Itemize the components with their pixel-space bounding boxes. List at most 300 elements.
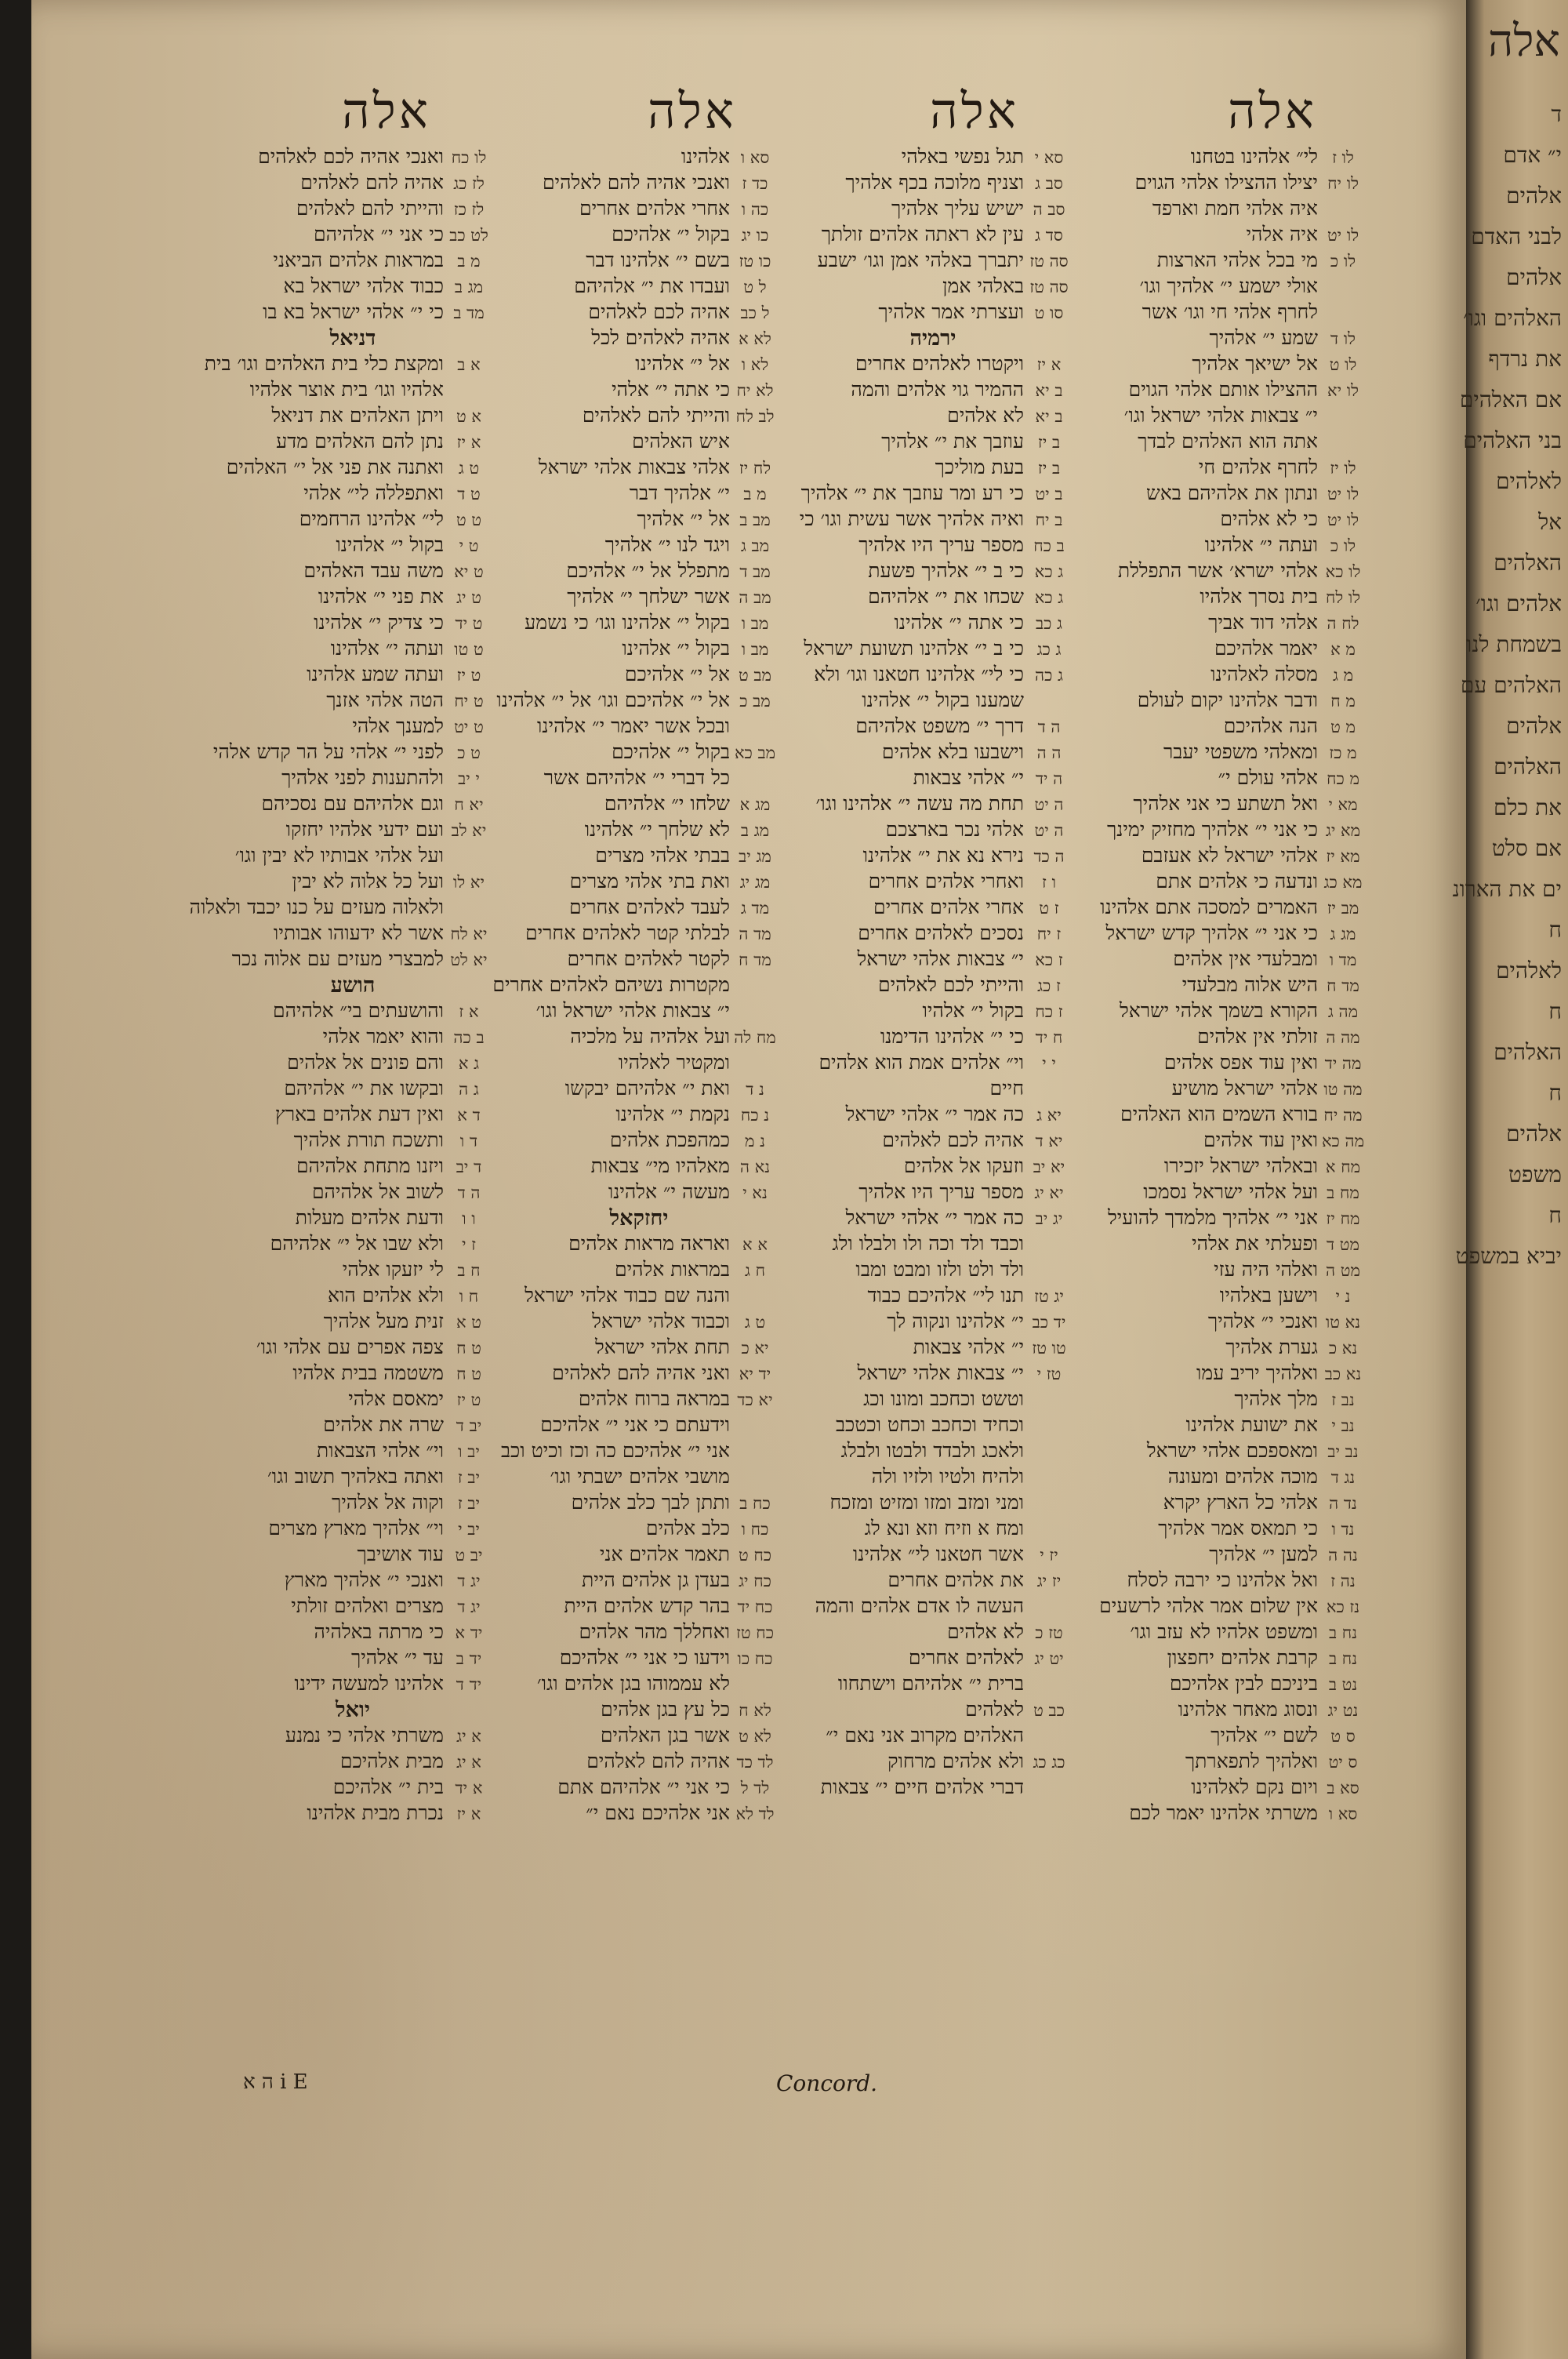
entry-text: מוכה אלהים ומעונה xyxy=(1167,1465,1318,1488)
entry-text: והייתי להם לאלהים xyxy=(296,197,444,220)
adjacent-page-line: י״ אדם xyxy=(1503,142,1562,168)
verse-reference: לו יז xyxy=(1330,459,1356,478)
concordance-entry xyxy=(212,430,494,456)
verse-reference: ג כא xyxy=(1034,588,1064,607)
verse-reference: לו כ xyxy=(1330,252,1356,271)
verse-reference: מב ב xyxy=(739,511,771,529)
verse-reference: ו ז xyxy=(1042,873,1056,892)
column-header-1: אלה xyxy=(1228,82,1317,140)
verse-reference: יב ז xyxy=(457,1468,481,1487)
verse-reference: נט ב xyxy=(1328,1675,1358,1694)
entry-text: אלהי ישראל לא אעזבם xyxy=(1141,844,1318,867)
entry-text: למענך אלהי xyxy=(352,714,444,737)
concordance-entry xyxy=(792,1465,1074,1491)
verse-reference: ח ו xyxy=(459,1287,479,1306)
entry-text: אחרי אלהים אחרים xyxy=(873,896,1024,918)
entry-text: אתה הוא האלהים לבדך xyxy=(1138,430,1318,453)
verse-reference: סד ג xyxy=(1035,226,1063,245)
verse-reference: ז כג xyxy=(1037,976,1061,995)
verse-reference: מב ד xyxy=(739,562,771,581)
concordance-entry xyxy=(212,1051,494,1077)
concordance-entry xyxy=(212,818,494,844)
concordance-entry xyxy=(1086,533,1368,559)
concordance-entry xyxy=(212,1672,494,1698)
entry-text: וטשט וכחכב ומונו וכג xyxy=(863,1387,1024,1410)
entry-text: וכבוד אלהי ישראל xyxy=(592,1310,730,1332)
concordance-entry xyxy=(498,1646,780,1672)
entry-text: אלהי נכר בארצכם xyxy=(885,818,1024,841)
concordance-entry xyxy=(498,844,780,870)
entry-text: אהיה להם לאלהים xyxy=(300,171,444,194)
book-heading xyxy=(212,1698,494,1724)
verse-reference: יד ב xyxy=(456,1649,482,1668)
entry-text: במראה ברוח אלהים xyxy=(578,1387,730,1410)
entry-text: איה אלהי חמת וארפד xyxy=(1152,197,1318,220)
verse-reference: מג ב xyxy=(740,821,770,840)
entry-text: ובאלהי ישראל יזכירו xyxy=(1163,1154,1318,1177)
concordance-entry xyxy=(212,1594,494,1620)
concordance-entry xyxy=(1086,1620,1368,1646)
concordance-entry xyxy=(792,1103,1074,1129)
verse-reference: ה יט xyxy=(1034,821,1064,840)
verse-reference: ט טו xyxy=(454,640,484,659)
verse-reference: יז י xyxy=(1040,1546,1058,1565)
concordance-entry xyxy=(498,637,780,663)
entry-text: לא אלהים xyxy=(947,404,1024,427)
entry-text: בקול י״ אלהינו xyxy=(336,533,444,556)
concordance-entry xyxy=(212,585,494,611)
concordance-entry xyxy=(498,663,780,689)
verse-reference: נא ה xyxy=(739,1158,771,1176)
adjacent-page-line: את נרדף xyxy=(1488,346,1562,372)
entry-text: חיים xyxy=(989,1077,1024,1100)
concordance-entry xyxy=(212,1103,494,1129)
concordance-entry xyxy=(212,1310,494,1336)
entry-text: ועתה שמע אלהינו xyxy=(307,663,444,685)
verse-reference: לא ו xyxy=(741,355,769,374)
entry-text: ונדעה כי אלהים אתם xyxy=(1156,870,1318,892)
verse-reference: נג ד xyxy=(1330,1468,1356,1487)
entry-text: תגל נפשי באלהי xyxy=(901,145,1024,168)
adjacent-page-line: אלהים xyxy=(1506,264,1562,290)
entry-text: ועל אלהיה על מלכיה xyxy=(570,1025,730,1048)
entry-text: וכחיד וכחכב וכחט וכטכב xyxy=(835,1413,1024,1436)
entry-text: במראות אלהים הביאני xyxy=(273,249,444,271)
verse-reference: ט יא xyxy=(454,562,484,581)
entry-text: מי בכל אלהי הארצות xyxy=(1156,249,1318,271)
entry-text: בקול י״ אלהיכם xyxy=(612,740,730,763)
verse-reference: מב ו xyxy=(741,614,769,633)
entry-text: זנית מעל אלהיך xyxy=(323,1310,444,1332)
concordance-entry xyxy=(792,1154,1074,1180)
entry-text: קרבת אלהים יחפצון xyxy=(1167,1646,1318,1669)
entry-text: נקמת י״ אלהינו xyxy=(615,1103,730,1125)
entry-text: ועתה י״ אלהינו xyxy=(330,637,444,660)
verse-reference: א יז xyxy=(456,1805,481,1823)
entry-text: תאמר אלהים אני xyxy=(599,1543,730,1565)
concordance-entry xyxy=(212,766,494,792)
entry-text: האלהים מקרוב אני נאם י״ xyxy=(826,1724,1024,1747)
adjacent-page-line: ח xyxy=(1548,998,1562,1024)
verse-reference: ג ה xyxy=(459,1080,479,1099)
entry-text: כבוד אלהי ישראל בא xyxy=(283,274,444,297)
entry-text: והייתי להם לאלהים xyxy=(582,404,730,427)
concordance-entry xyxy=(792,1491,1074,1517)
concordance-entry xyxy=(792,870,1074,896)
entry-text: כי אני י״ אלהיך קדש ישראל xyxy=(1105,921,1318,944)
entry-text: אל י״ אלהיכם xyxy=(624,663,730,685)
verse-reference: ה ה xyxy=(1036,743,1062,762)
verse-reference: מה ה xyxy=(1326,1028,1360,1047)
verse-reference: ה כד xyxy=(1033,847,1065,866)
adjacent-page-line: ח xyxy=(1548,1202,1562,1228)
concordance-entry xyxy=(498,740,780,766)
entry-text: בקול י״ אלהיכם xyxy=(612,223,730,245)
verse-reference: מב כא xyxy=(734,743,776,762)
verse-reference: ב כח xyxy=(1033,536,1065,555)
verse-reference: יד א xyxy=(455,1623,483,1642)
concordance-entry xyxy=(1086,1206,1368,1232)
verse-reference: מב ו xyxy=(741,640,769,659)
entry-text: בשם י״ אלהינו דבר xyxy=(586,249,730,271)
entry-text: כי אני י״ אלהיך מחזיק ימינך xyxy=(1106,818,1318,841)
entry-text: אהיה להם לאלהים xyxy=(586,1750,730,1772)
verse-reference: מ א xyxy=(1330,640,1356,659)
concordance-entry xyxy=(498,171,780,197)
concordance-entry xyxy=(1086,1439,1368,1465)
entry-text: אשר חטאנו לי״ אלהינו xyxy=(852,1543,1024,1565)
column-3 xyxy=(492,145,780,2082)
verse-reference: מג א xyxy=(739,795,771,814)
concordance-entry xyxy=(792,482,1074,507)
concordance-entry xyxy=(498,145,780,171)
concordance-entry xyxy=(212,1387,494,1413)
entry-text: ואלהי היה עזי xyxy=(1214,1258,1318,1281)
verse-reference: מ ח xyxy=(1330,692,1356,711)
entry-text: האמרים למסכה אתם אלהינו xyxy=(1100,896,1318,918)
adjacent-page-line: את כלם xyxy=(1493,794,1562,820)
concordance-entry xyxy=(792,1620,1074,1646)
verse-reference: ד יב xyxy=(456,1158,482,1176)
verse-reference: יא לב xyxy=(451,821,487,840)
verse-reference: ז יח xyxy=(1036,925,1062,943)
concordance-entry xyxy=(498,1491,780,1517)
verse-reference: מה יח xyxy=(1323,1106,1363,1125)
entry-text: אהיה לכם לאלהים xyxy=(588,300,730,323)
entry-text: ולאלוה מעזים על כנו יכבד ולאלוה xyxy=(189,896,444,918)
entry-text: אהיה לאלהים לכל xyxy=(591,326,730,349)
concordance-entry xyxy=(498,1387,780,1413)
entry-text: י״ צבאות אלהי ישראל וגו׳ xyxy=(535,999,730,1022)
entry-text: משה עבד האלהים xyxy=(303,559,444,582)
verse-reference: לד לא xyxy=(735,1805,775,1823)
entry-text: היש אלוה מבלעדי xyxy=(1181,973,1318,996)
entry-text: משטמה בבית אלהיו xyxy=(292,1361,444,1384)
concordance-entry xyxy=(212,533,494,559)
concordance-entry xyxy=(212,637,494,663)
verse-reference: מה טו xyxy=(1323,1080,1363,1099)
entry-text: וי״ אלהיך מארץ מצרים xyxy=(268,1517,444,1539)
entry-text: כל דברי י״ אלהיהם אשר xyxy=(543,766,730,789)
entry-text: ומבלעדי אין אלהים xyxy=(1173,947,1318,970)
concordance-entry xyxy=(498,1776,780,1801)
entry-text: אל י״ אלהינו xyxy=(635,352,730,375)
verse-reference: ל כב xyxy=(740,304,770,322)
entry-text: אין שלום אמר אלהי לרשעים xyxy=(1099,1594,1318,1617)
entry-text: ואחרי אלהים אחרים xyxy=(868,870,1024,892)
entry-text: יאמר אלהיכם xyxy=(1214,637,1318,660)
verse-reference: מא יג xyxy=(1325,821,1361,840)
book-heading xyxy=(792,326,1074,352)
adjacent-page-line: משפט xyxy=(1508,1161,1562,1187)
concordance-entry xyxy=(792,507,1074,533)
entry-text: דברי אלהים חיים י״ צבאות xyxy=(820,1776,1024,1798)
verse-reference: נה ז xyxy=(1330,1572,1356,1590)
concordance-entry xyxy=(212,1154,494,1180)
concordance-entry xyxy=(792,456,1074,482)
entry-text: ולא שבו אל י״ אלהיהם xyxy=(270,1232,444,1255)
concordance-entry xyxy=(498,533,780,559)
adjacent-page-line: אלהים xyxy=(1506,713,1562,739)
concordance-entry xyxy=(792,352,1074,378)
concordance-entry xyxy=(498,585,780,611)
verse-reference: ח ג xyxy=(744,1261,766,1280)
catchword: Concord. xyxy=(776,2070,878,2096)
concordance-entry xyxy=(212,1025,494,1051)
entry-text: שלחו י״ אלהיהם xyxy=(604,792,730,815)
verse-reference: ט ג xyxy=(744,1313,766,1332)
entry-text: כי רע ומר עוזבך את י״ אלהיך xyxy=(800,482,1024,504)
verse-reference: מח א xyxy=(1325,1158,1361,1176)
concordance-entry xyxy=(1086,378,1368,404)
concordance-entry xyxy=(792,766,1074,792)
entry-text: מאלהיו מי״ צבאות xyxy=(590,1154,730,1177)
concordance-entry xyxy=(1086,714,1368,740)
entry-text: ההצילו אותם אלהי הגוים xyxy=(1128,378,1318,401)
verse-reference: יד ד xyxy=(456,1675,482,1694)
entry-text: הקורא בשמך אלהי ישראל xyxy=(1120,999,1318,1022)
adjacent-page-line: אם האלהים xyxy=(1459,387,1562,413)
verse-reference: מד ב xyxy=(453,304,485,322)
concordance-entry xyxy=(1086,456,1368,482)
concordance-entry xyxy=(792,792,1074,818)
verse-reference: נ י xyxy=(1335,1287,1351,1306)
verse-reference: מד ג xyxy=(740,899,770,918)
verse-reference: כח ב xyxy=(739,1494,771,1513)
adjacent-page-text xyxy=(1452,94,1562,1277)
verse-reference: יט יג xyxy=(1034,1649,1064,1668)
verse-reference: כו טז xyxy=(739,252,771,271)
entry-text: הושע xyxy=(330,973,376,998)
signature-mark: ה א i E xyxy=(243,2070,308,2094)
verse-reference: ב יח xyxy=(1035,511,1063,529)
verse-reference: נח ב xyxy=(1328,1623,1358,1642)
verse-reference: מג יב xyxy=(739,847,771,866)
concordance-entry xyxy=(1086,274,1368,300)
verse-reference: מ כח xyxy=(1327,769,1359,788)
verse-reference: לז כג xyxy=(453,174,485,193)
concordance-entry xyxy=(792,818,1074,844)
concordance-entry xyxy=(792,1077,1074,1103)
concordance-entry xyxy=(498,689,780,714)
concordance-entry xyxy=(1086,947,1368,973)
entry-text: אלהי עולם י״ xyxy=(1218,766,1318,789)
adjacent-page-line: בני האלהים xyxy=(1463,427,1562,453)
entry-text: דניאל xyxy=(329,326,376,351)
concordance-entry xyxy=(212,404,494,430)
concordance-entry xyxy=(792,1258,1074,1284)
verse-reference: מד ה xyxy=(739,925,771,943)
verse-reference: מ ב xyxy=(457,252,481,271)
concordance-entry xyxy=(212,1517,494,1543)
concordance-entry xyxy=(1086,1698,1368,1724)
entry-text: כמהפכת אלהים xyxy=(609,1129,730,1151)
concordance-entry xyxy=(792,1517,1074,1543)
entry-text: את פני י״ אלהינו xyxy=(318,585,444,608)
verse-reference: נא י xyxy=(742,1183,768,1202)
verse-reference: נ כח xyxy=(740,1106,770,1125)
entry-text: י״ אלהינו ונקוה לך xyxy=(887,1310,1024,1332)
verse-reference: נה ה xyxy=(1328,1546,1358,1565)
verse-reference: ו ו xyxy=(462,1209,476,1228)
column-header-4: אלה xyxy=(342,82,431,140)
verse-reference: מ ב xyxy=(743,485,767,503)
concordance-entry xyxy=(212,1284,494,1310)
entry-text: ואתפללה לי״ אלהי xyxy=(303,482,444,504)
entry-text: בהר קדש אלהים היית xyxy=(564,1594,730,1617)
concordance-entry xyxy=(1086,1154,1368,1180)
verse-reference: ט יג xyxy=(456,588,481,607)
verse-reference: א יז xyxy=(456,433,481,452)
entry-text: כי לא אלהים xyxy=(1220,507,1318,530)
entry-text: ואחללך מהר אלהים xyxy=(579,1620,730,1643)
verse-reference: ט יט xyxy=(454,718,484,736)
concordance-entry xyxy=(1086,1258,1368,1284)
entry-text: י״ אלהי צבאות xyxy=(913,766,1024,789)
concordance-entry xyxy=(498,766,780,792)
concordance-entry xyxy=(792,300,1074,326)
concordance-entry xyxy=(498,1517,780,1543)
concordance-entry xyxy=(212,1646,494,1672)
entry-text: לאלהים xyxy=(965,1698,1024,1721)
verse-reference: מה יד xyxy=(1324,1054,1362,1073)
entry-text: ותתן לבך כלב אלהים xyxy=(571,1491,730,1514)
concordance-entry xyxy=(792,1284,1074,1310)
verse-reference: ט כ xyxy=(457,743,481,762)
verse-reference: סא ב xyxy=(1327,1779,1359,1797)
verse-reference: ג כה xyxy=(1035,666,1063,685)
entry-text: ולהיח ולטיו ולזיו ולה xyxy=(871,1465,1024,1488)
concordance-entry xyxy=(792,1025,1074,1051)
book-heading xyxy=(212,973,494,999)
concordance-entry xyxy=(212,1776,494,1801)
entry-text: ויום נקם לאלהינו xyxy=(1191,1776,1318,1798)
verse-reference: ב יז xyxy=(1037,433,1061,452)
concordance-entry xyxy=(498,326,780,352)
concordance-entry xyxy=(792,1413,1074,1439)
entry-text: למען י״ אלהיך xyxy=(1209,1543,1318,1565)
concordance-entry xyxy=(204,352,494,378)
verse-reference: לח ה xyxy=(1327,614,1359,633)
entry-text: ויתן האלהים את דניאל xyxy=(271,404,444,427)
verse-reference: לא יח xyxy=(736,381,774,400)
concordance-entry xyxy=(498,1232,780,1258)
concordance-entry xyxy=(498,430,780,456)
entry-text: כה אמר י״ אלהי ישראל xyxy=(845,1206,1024,1229)
verse-reference: יג יב xyxy=(1035,1209,1063,1228)
concordance-entry xyxy=(792,1776,1074,1801)
verse-reference: נד ה xyxy=(1329,1494,1357,1513)
verse-reference: ב יא xyxy=(1035,407,1063,426)
verse-reference: לו יט xyxy=(1327,511,1359,529)
concordance-entry xyxy=(498,249,780,274)
verse-reference: ג כב xyxy=(1036,614,1062,633)
verse-reference: מד ו xyxy=(1329,951,1357,969)
entry-text: יצילו ההצילו אלהי הגוים xyxy=(1134,171,1318,194)
concordance-entry xyxy=(1086,1129,1368,1154)
concordance-entry xyxy=(792,1646,1074,1672)
verse-reference: ט יח xyxy=(454,692,484,711)
concordance-entry xyxy=(1086,663,1368,689)
concordance-entry xyxy=(498,352,780,378)
entry-text: מלך אלהיך xyxy=(1234,1387,1318,1410)
verse-reference: ד ו xyxy=(459,1132,478,1150)
concordance-entry xyxy=(498,1724,780,1750)
concordance-entry xyxy=(1086,1646,1368,1672)
entry-text: אשר בגן האלהים xyxy=(600,1724,730,1747)
entry-text: איש האלהים xyxy=(632,430,730,453)
concordance-entry xyxy=(212,1465,494,1491)
concordance-entry xyxy=(1086,300,1368,326)
verse-reference: ד א xyxy=(457,1106,481,1125)
concordance-entry xyxy=(1086,1361,1368,1387)
verse-reference: יא ד xyxy=(1035,1132,1063,1150)
concordance-entry xyxy=(1086,766,1368,792)
concordance-entry xyxy=(792,404,1074,430)
verse-reference: ט יד xyxy=(455,614,483,633)
verse-reference: ח ב xyxy=(457,1261,481,1280)
adjacent-page-line: ח xyxy=(1548,917,1562,943)
concordance-entry xyxy=(1086,1387,1368,1413)
entry-text: מעשה י״ אלהינו xyxy=(608,1180,730,1203)
concordance-entry xyxy=(212,1361,494,1387)
entry-text: אל י״ אלהיך xyxy=(637,507,730,530)
entry-text: ונסוג מאחר אלהינו xyxy=(1178,1698,1318,1721)
entry-text: עוד אושיבך xyxy=(357,1543,444,1565)
entry-text: ופעלתי את אלהי xyxy=(1192,1232,1318,1255)
concordance-entry xyxy=(792,274,1074,300)
adjacent-page-line: לאלהים xyxy=(1496,958,1562,983)
concordance-entry xyxy=(498,378,780,404)
concordance-entry xyxy=(498,818,780,844)
entry-text: וידעו כי אני י״ אלהיכם xyxy=(559,1646,730,1669)
entry-text: והנה שם כבוד אלהי ישראל xyxy=(524,1284,730,1307)
entry-text: ותשכח תורת אלהיך xyxy=(293,1129,444,1151)
entry-text: הטה אלהי אזנך xyxy=(326,689,444,711)
entry-text: ואל אלהינו כי ירבה לסלח xyxy=(1127,1568,1318,1591)
verse-reference: מט ד xyxy=(1327,1235,1359,1254)
verse-reference: מב יז xyxy=(1327,899,1359,918)
adjacent-page-line: בשמחת לנו xyxy=(1466,631,1562,657)
verse-reference: מט ה xyxy=(1326,1261,1360,1280)
entry-text: מושבי אלהים ישבתי וגו׳ xyxy=(550,1465,730,1488)
concordance-entry xyxy=(1086,1724,1368,1750)
concordance-entry xyxy=(498,1154,780,1180)
entry-text: יואל xyxy=(336,1698,370,1722)
concordance-entry xyxy=(1086,870,1368,896)
concordance-entry xyxy=(212,714,494,740)
concordance-entry xyxy=(498,274,780,300)
